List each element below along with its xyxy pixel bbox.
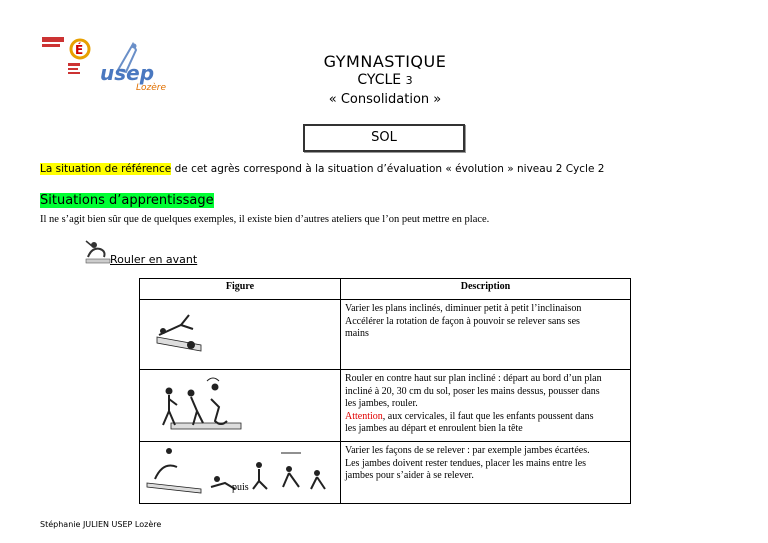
figure-cell xyxy=(140,300,341,370)
header-figure: Figure xyxy=(140,279,341,300)
reference-highlight: La situation de référence xyxy=(40,163,172,175)
reference-rest: de cet agrès correspond à la situation d’évaluation « évolution » niveau 2 Cycle 2 xyxy=(171,163,605,175)
exercise-table xyxy=(139,278,631,504)
lozere-text: Lozère xyxy=(136,83,167,92)
inclined-roll-figure xyxy=(141,301,337,365)
gymnast-roll-icon xyxy=(82,237,112,267)
attention-label: Attention xyxy=(345,410,383,422)
subtitle: « Consolidation » xyxy=(328,92,442,107)
section-title: Rouler en avant xyxy=(110,253,198,266)
figure-cell xyxy=(140,370,341,442)
description-cell: Varier les façons de se relever : par exemple jambes écartées. Les jambes doivent rester tendues, placer les mains entre les jambes pour s’aider à se relever. xyxy=(341,442,631,504)
figure-cell xyxy=(140,442,341,504)
footer: Stéphanie JULIEN USEP Lozère xyxy=(40,520,162,529)
description-cell: Rouler en contre haut sur plan incliné : départ au bord d’un plan incliné à 20, 30 cm du sol, poser les mains dessus, pousser dans les jambes, rouler. Attention, aux cervicales, il faut que les enfants poussent dans les jambes au départ et enroulent bien la tête xyxy=(341,370,631,442)
table-header-row xyxy=(140,279,631,300)
usep-logo xyxy=(98,40,168,92)
page-title: GYMNASTIQUE xyxy=(323,52,447,71)
situations-heading: Situations d’apprentissage xyxy=(40,193,214,208)
uphill-roll-figure xyxy=(141,371,337,437)
table-row xyxy=(140,370,631,442)
cycle-label: CYCLE 3 xyxy=(357,72,413,88)
table-row xyxy=(140,300,631,370)
reference-line xyxy=(40,163,604,175)
header-description: Description xyxy=(341,279,631,300)
figure-caption: puis xyxy=(232,482,249,493)
usep-text: usep xyxy=(100,61,155,85)
academy-logo xyxy=(40,35,100,83)
apparatus-box: SOL xyxy=(303,124,465,152)
table-row xyxy=(140,442,631,504)
intro-text: Il ne s’agit bien sûr que de quelques exemples, il existe bien d’autres ateliers que l’on peut mettre en place. xyxy=(40,214,490,225)
cycle-number: 3 xyxy=(405,74,413,87)
description-cell: Varier les plans inclinés, diminuer petit à petit l’inclinaison Accélérer la rotation de façon à pouvoir se relever sans ses mains xyxy=(341,300,631,370)
svg-text:É: É xyxy=(75,43,84,57)
